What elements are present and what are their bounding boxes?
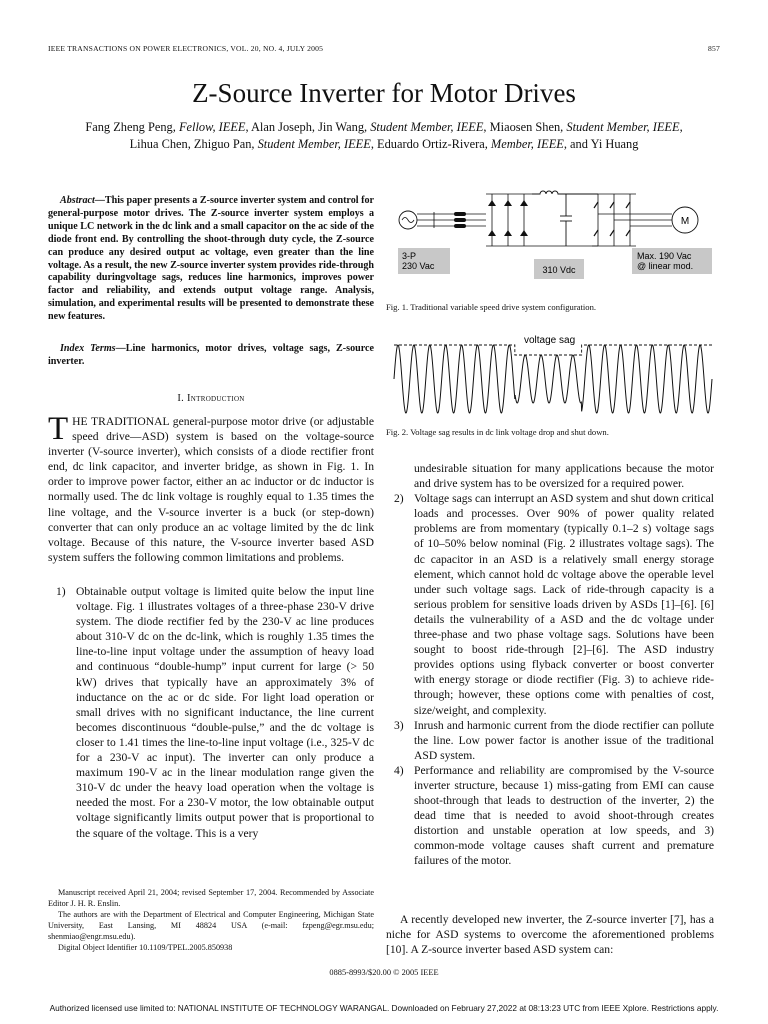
voltage-envelope	[394, 345, 712, 355]
intro-paragraph	[48, 411, 374, 565]
list-item	[386, 461, 714, 491]
output-voltage-label: @ linear mod.	[637, 261, 694, 271]
page-number: 857	[708, 44, 720, 53]
index-terms	[48, 343, 374, 369]
figure-1-caption: Fig. 1. Traditional variable speed drive system configuration.	[386, 302, 597, 312]
author-name: Lihua Chen, Zhiguo Pan	[129, 137, 252, 151]
output-voltage-label: Max. 190 Vac	[637, 251, 692, 261]
drop-cap: T	[48, 411, 69, 447]
paper-title: Z-Source Inverter for Motor Drives	[192, 78, 576, 108]
author-role: , Student Member, IEEE	[251, 137, 371, 151]
voltage-waveform	[394, 345, 712, 413]
author-role: , Student Member, IEEE	[364, 120, 484, 134]
author-list	[48, 119, 720, 153]
author-name: , and Yi Huang	[563, 137, 639, 151]
list-item-number: 3)	[394, 718, 404, 732]
author-role: , Student Member, IEEE,	[560, 120, 683, 134]
input-voltage-label: 230 Vac	[402, 261, 435, 271]
figure-1-drive-diagram	[396, 186, 718, 286]
z-source-paragraph: A recently developed new inverter, the Z-source inverter [7], has a niche for ASD systems to overcome the aforementioned problems [10]. A Z-source inverter based ASD system can:	[386, 913, 714, 957]
section-heading	[48, 393, 374, 404]
list-item	[48, 584, 374, 841]
list-item-number: 2)	[394, 492, 404, 506]
footnote: Manuscript received April 21, 2004; revised September 17, 2004. Recommended by Associate Editor J. H. R. Enslin.	[48, 888, 374, 908]
license-notice: Authorized licensed use limited to: NATIONAL INSTITUTE OF TECHNOLOGY WARANGAL. Downloaded on February 27,2022 at 08:13:23 UTC from IEEE Xplore. Restrictions apply.	[49, 1003, 719, 1013]
journal-name: IEEE TRANSACTIONS ON POWER ELECTRONICS, VOL. 20, NO. 4, JULY 2005	[48, 44, 324, 53]
footnotes	[48, 887, 374, 953]
ac-inductor-icon	[454, 212, 466, 228]
ac-wave-icon	[402, 218, 414, 223]
input-voltage-label: 3-P	[402, 251, 417, 261]
list-item-text: Inrush and harmonic current from the diode rectifier can pollute the line. Low power factor is another issue of the traditional ASD system.	[414, 718, 714, 762]
limitations-list-right	[386, 461, 714, 869]
list-item	[386, 763, 714, 869]
list-item-number: 4)	[394, 763, 404, 777]
author-name: , Eduardo Ortiz-Rivera	[370, 137, 485, 151]
figure-2-caption: Fig. 2. Voltage sag results in dc link voltage drop and shut down.	[386, 427, 609, 437]
abstract	[48, 195, 374, 324]
footnote: The authors are with the Department of Electrical and Computer Engineering, Michigan State University, East Lansing, MI 48824 USA (e-mail: fzpeng@egr.msu.edu; shenmiao@engr.msu.edu).	[48, 910, 374, 941]
section-title: Introduction	[187, 393, 245, 404]
author-line-2	[48, 136, 720, 153]
author-name: , Alan Joseph, Jin Wang	[245, 120, 365, 134]
list-item-text: Obtainable output voltage is limited quite below the input line voltage. Fig. 1 illustrates voltages of a three-phase 230-V drive system. The diode rectifier fed by the 230-V ac line produces about 310-V dc on the dc-link, which is roughly 1.35 times the line-to-line input voltage under the assumption of heavy load and continuous “double-hump” input current for large (> 50 kW) drives that typically have an approximately 3% of inductance on the ac or dc side. For light load operation or small drives with no significant inductance, the line current becomes discontinuous “double-pulse,” and the dc voltage is closer to 1.41 times the line-to-line input voltage (i.e., 325-V dc for a 230-V ac input). The inverter can only produce a maximum 190-V ac in the linear modulation range given the 310-V dc under the heavy load operation when the voltage is needed the most. For a 230-V motor, the low obtainable output voltage significantly limits output power that is proportional to the square of the voltage. This is a very	[76, 585, 374, 840]
copyright-line: 0885-8993/$20.00 © 2005 IEEE	[329, 968, 439, 977]
list-item-number: 1)	[56, 585, 66, 598]
index-terms-label: Index Terms	[60, 343, 116, 354]
dc-inductor-icon	[532, 191, 598, 194]
voltage-sag-label: voltage sag	[524, 335, 576, 346]
author-role: , Member, IEEE	[484, 137, 564, 151]
section-number: I.	[177, 393, 187, 404]
list-item	[386, 718, 714, 763]
intro-text: HE TRADITIONAL general-purpose motor drive (or adjustable speed drive—ASD) system is based on the voltage-source inverter (V-source inverter), which consists of a diode rectifier front end, dc link capacitor, and inverter bridge, as shown in Fig. 1. In order to improve power factor, either an ac inductor or dc inductor is normally used. The dc link voltage is roughly equal to 1.35 times the line voltage, and the V-source inverter is a buck (or step-down) converter that can only produce an ac voltage limited by the dc link voltage. Because of this nature, the V-source inverter based ASD system suffers the following common limitations and problems.	[48, 415, 374, 564]
author-name: , Miaosen Shen	[483, 120, 561, 134]
author-name: Fang Zheng Peng	[85, 120, 173, 134]
abstract-text: —This paper presents a Z-source inverter system and control for general-purpose motor drives. The Z-source inverter system employs a unique LC network in the dc link and a small capacitor on the ac side of the diode front end. By controlling the shoot-through duty cycle, the Z-source can produce any desired output ac voltage, even greater than the line voltage. As a result, the new Z-source inverter system provides ride-through capability duringvoltage sags, reduces line harmonics, improves power factor and reliability, and extends output voltage range. Analysis, simulation, and experimental results will be presented to demonstrate these new features.	[48, 195, 374, 323]
author-role: , Fellow, IEEE	[172, 120, 246, 134]
index-terms-text: —Line harmonics, motor drives, voltage sags, Z-source inverter.	[48, 343, 374, 367]
list-item-text: Voltage sags can interrupt an ASD system and shut down critical loads and processes. Over 90% of power quality related problems are from momentary (typically 0.1–2 s) voltage sags of 10–50% below nominal (Fig. 2 illustrates voltage sags). The dc capacitor in an ASD is a relatively small energy storage element, which cannot hold dc voltage above the operable level under such voltage sags. Lack of ride-through capacity is a serious problem for sensitive loads driven by ASDs [1]–[6]. [6] details the vulnerability of a ASD and the dc voltage under three-phase and two phase voltage sags. Solutions have been sought to boost ride-through [2]–[6]. The ASD industry provides options using flyback converter or boost converter with energy storage or diode rectifier (Fig. 3) to achieve ride-through; however, these options come with penalties of cost, size/weight, and complexity.	[414, 492, 714, 717]
list-item-text: Performance and reliability are compromised by the V-source inverter structure, because 1) miss-gating from EMI can cause shoot-through that leads to destruction of the inverter, 2) the dead time that is needed to avoid shoot-through creates distortion and unstable operation at low speeds, and 3) common-mode voltage causes shaft current and premature failures of the motor.	[414, 763, 714, 868]
running-header	[48, 44, 720, 56]
dc-voltage-label: 310 Vdc	[542, 265, 576, 275]
list-item	[386, 491, 714, 717]
list-item-number	[386, 461, 414, 491]
switch-icons	[594, 202, 630, 236]
limitations-list-left	[48, 584, 374, 841]
dc-capacitor-icon	[560, 194, 572, 246]
three-phase-lines	[417, 212, 486, 228]
motor-label: M	[680, 216, 690, 227]
footnote: Digital Object Identifier 10.1109/TPEL.2005.850938	[58, 943, 233, 952]
author-line-1	[48, 119, 720, 136]
abstract-label: Abstract	[60, 195, 95, 206]
list-item-text: undesirable situation for many applications because the motor and drive system has to be oversized for a required power.	[414, 462, 714, 491]
figure-2-voltage-sag	[390, 333, 720, 417]
output-lines	[598, 214, 672, 226]
